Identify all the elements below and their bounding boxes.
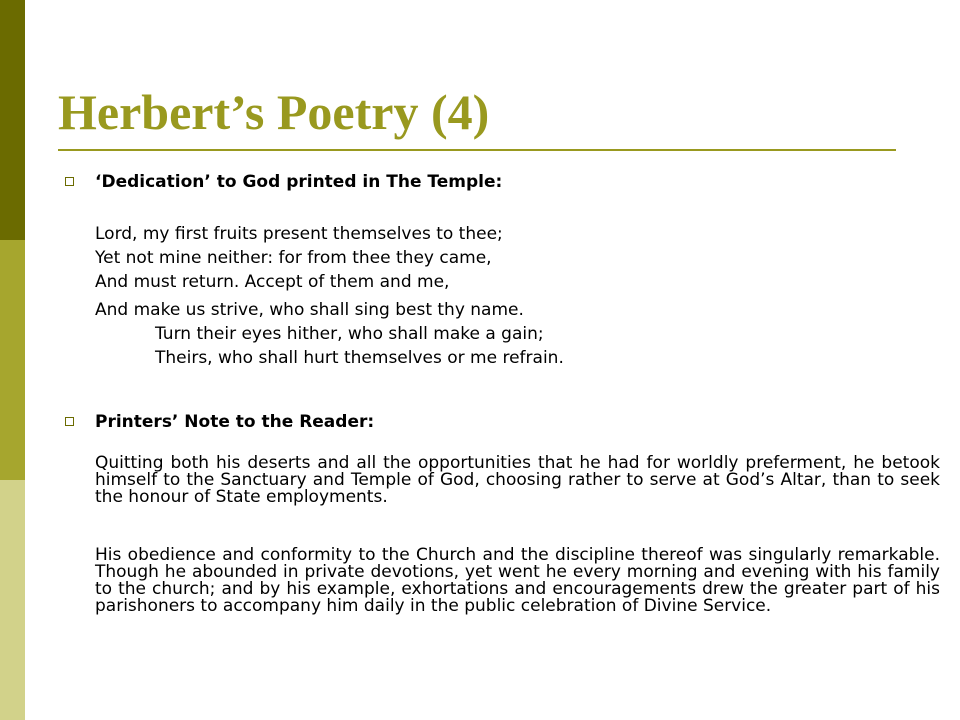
poem-line: Yet not mine neither: for from thee they came, [95,248,492,268]
side-band-mid [0,240,25,480]
printers-note-paragraph: Quitting both his deserts and all the opportunities that he had for worldly preferment, he betook himself to the Sanctuary and Temple of God, choosing rather to serve at God’s Altar, than to seek the honour of State employments. [95,453,940,507]
dedication-heading: ‘Dedication’ to God printed in The Temple: [95,172,503,192]
side-band-light [0,480,25,720]
poem-line-indented: Theirs, who shall hurt themselves or me refrain. [155,348,564,368]
slide-title: Herbert’s Poetry (4) [58,84,490,140]
square-bullet-icon [65,417,74,426]
square-bullet-icon [65,177,74,186]
poem-line: Lord, my first fruits present themselves to thee; [95,224,503,244]
poem-line: And must return. Accept of them and me, [95,272,450,292]
title-divider [58,149,896,151]
printers-note-heading: Printers’ Note to the Reader: [95,412,375,432]
side-band-dark [0,0,25,240]
poem-line-indented: Turn their eyes hither, who shall make a gain; [155,324,544,344]
poem-line: And make us strive, who shall sing best thy name. [95,300,524,320]
printers-note-paragraph: His obedience and conformity to the Church and the discipline thereof was singularly remarkable. Though he abounded in private devotions, yet went he every morning and evening with his family to the church; and by his example, exhortations and encouragements drew the greater part of his parishoners to accompany him daily in the public celebration of Divine Service. [95,545,940,616]
